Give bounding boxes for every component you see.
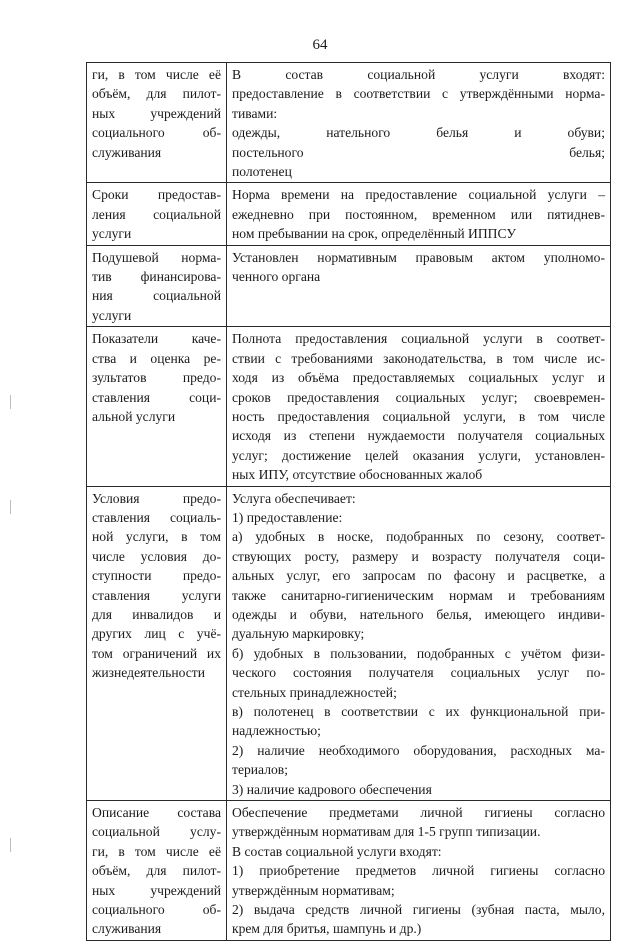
row-content-line: ческого состояния получателя социальных услуг по-	[232, 665, 605, 681]
row-content-line: ежедневно при постоянном, временном или пятиднев-	[232, 206, 605, 222]
margin-mark	[10, 838, 11, 852]
row-label-line: Подушевой норма-	[92, 249, 221, 265]
row-content-cell	[227, 486, 611, 801]
margin-mark	[10, 395, 11, 409]
table-row	[87, 486, 611, 801]
row-content-line: ных ИПУ, отсутствие обоснованных жалоб	[232, 467, 483, 483]
row-label-line: ступности предо-	[92, 568, 221, 584]
row-content-line: В состав социальной услуги входят:	[232, 843, 442, 859]
row-label-cell	[87, 486, 227, 801]
row-label-line: ги, в том числе её	[92, 843, 221, 859]
row-content-line: а) удобных в носке, подобранных по сезону, соответ-	[232, 529, 605, 545]
row-content-line: териалов;	[232, 762, 288, 778]
row-label-line: других лиц с учё-	[92, 626, 221, 642]
row-content-line: дуальную маркировку;	[232, 626, 365, 642]
row-label-line: ных учреждений	[92, 105, 221, 121]
row-label-line: ния социальной	[92, 288, 221, 304]
row-content-line: Обеспечение предметами личной гигиены согласно	[232, 805, 605, 821]
row-content-line: ствующих росту, размеру и возрасту получателя соци-	[232, 548, 605, 564]
row-content-line: в) полотенец в соответствии с их функциональной при-	[232, 704, 605, 719]
table-row	[87, 183, 611, 245]
row-content-line: надлежностью;	[232, 723, 321, 739]
row-label-line: ги, в том числе её	[92, 67, 221, 82]
row-content-line: одежды, нательного белья и обуви;	[232, 125, 605, 141]
row-label-cell	[87, 183, 227, 245]
row-content-line: исходя из степени нуждаемости получателя социальных	[232, 428, 605, 444]
row-content-line: 3) наличие кадрового обеспечения	[232, 781, 432, 797]
row-content-line: одежды и обуви, нательного белья, имеющего индиви-	[232, 606, 605, 622]
row-label-line: Показатели каче-	[92, 331, 221, 347]
row-content-line: ходя из объёма предоставляемых социальных услуг и	[232, 370, 605, 386]
row-content-line: крем для бритья, шампунь и др.)	[232, 921, 422, 937]
row-label-line: социальной услу-	[92, 824, 221, 840]
row-label-line: ления социальной	[92, 206, 221, 222]
row-label-line: Условия предо-	[92, 490, 221, 506]
row-label-line: ставления услуги	[92, 587, 221, 603]
row-label-line: для инвалидов и	[92, 606, 221, 622]
row-content-line: утверждённым нормативам;	[232, 882, 395, 898]
row-content-line: ном пребывании на срок, определённый ИППСУ	[232, 226, 517, 242]
row-content-line: Норма времени на предоставление социальной услуги –	[232, 187, 605, 203]
row-label-line: социального об-	[92, 125, 221, 141]
row-label-line: ства и оценка ре-	[92, 350, 221, 366]
row-content-line: Услуга обеспечивает:	[232, 490, 356, 506]
row-label-cell	[87, 801, 227, 941]
row-label-line: объём, для пилот-	[92, 863, 221, 879]
row-label-line: тив финансирова-	[92, 269, 221, 285]
row-content-line: предоставление в соответствии с утверждёнными норма-	[232, 86, 605, 102]
row-label-line: числе условия до-	[92, 548, 221, 564]
row-label-line: зультатов предо-	[92, 370, 221, 386]
row-content-line: б) удобных в пользовании, подобранных с учётом физи-	[232, 645, 605, 661]
row-content-line: альных услуг, его запросам по фасону и расцветке, а	[232, 568, 605, 584]
row-content-line: полотенец	[232, 164, 292, 180]
row-content-line: утверждённым нормативам для 1-5 групп типизации.	[232, 824, 541, 840]
row-content-line: ченного органа	[232, 269, 321, 285]
row-label-cell	[87, 63, 227, 183]
row-content-line: 1) приобретение предметов личной гигиены согласно	[232, 863, 605, 879]
row-content-line: стельных принадлежностей;	[232, 684, 397, 700]
row-content-line: ствии с требованиями законодательства, в том числе ис-	[232, 350, 605, 366]
table-row	[87, 801, 611, 941]
table-row	[87, 63, 611, 183]
row-label-line: ной услуги, в том	[92, 529, 221, 545]
row-label-line: ставления соци-	[92, 389, 221, 405]
row-label-line: объём, для пилот-	[92, 86, 221, 102]
row-label-line: ных учреждений	[92, 882, 221, 898]
table-row	[87, 245, 611, 327]
row-content-cell	[227, 245, 611, 327]
page-number: 64	[312, 37, 328, 53]
row-content-line: ность предоставления социальной услуги, в том числе	[232, 408, 605, 424]
row-label-line: Сроки предостав-	[92, 187, 221, 203]
row-content-line: Полнота предоставления социальной услуги в соответ-	[232, 331, 605, 347]
row-content-line: услуг; достижение целей оказания услуги, установлен-	[232, 447, 605, 463]
row-label-line: служивания	[92, 144, 162, 160]
row-label-line: альной услуги	[92, 408, 176, 424]
row-content-cell	[227, 327, 611, 486]
row-label-line: жизнедеятельности	[92, 665, 205, 681]
row-content-cell	[227, 801, 611, 941]
row-content-line: постельного белья;	[232, 144, 605, 160]
row-label-line: том ограничений их	[92, 645, 221, 661]
table-body	[87, 63, 611, 941]
row-content-line: Установлен нормативным правовым актом уполномо-	[232, 249, 605, 265]
row-content-line: 2) выдача средств личной гигиены (зубная паста, мыло,	[232, 902, 605, 918]
row-label-cell	[87, 327, 227, 486]
row-content-line: 2) наличие необходимого оборудования, расходных ма-	[232, 742, 605, 758]
margin-mark	[10, 500, 11, 514]
row-label-line: Описание состава	[92, 805, 221, 821]
row-label-line: социального об-	[92, 902, 221, 918]
row-label-line: услуги	[92, 226, 132, 242]
row-content-cell	[227, 63, 611, 183]
row-content-line: сроков предоставления социальных услуг; своевремен-	[232, 389, 605, 405]
services-table	[86, 62, 611, 941]
table-row	[87, 327, 611, 486]
row-label-line: служивания	[92, 921, 162, 937]
row-content-line: 1) предоставление:	[232, 509, 343, 525]
row-content-line: В состав социальной услуги входят:	[232, 67, 605, 82]
row-label-cell	[87, 245, 227, 327]
row-label-line: ставления социаль-	[92, 509, 221, 525]
row-content-line: также санитарно-гигиеническим нормам и требованиям	[232, 587, 605, 603]
row-label-line: услуги	[92, 307, 132, 323]
row-content-cell	[227, 183, 611, 245]
row-content-line: тивами:	[232, 105, 278, 121]
